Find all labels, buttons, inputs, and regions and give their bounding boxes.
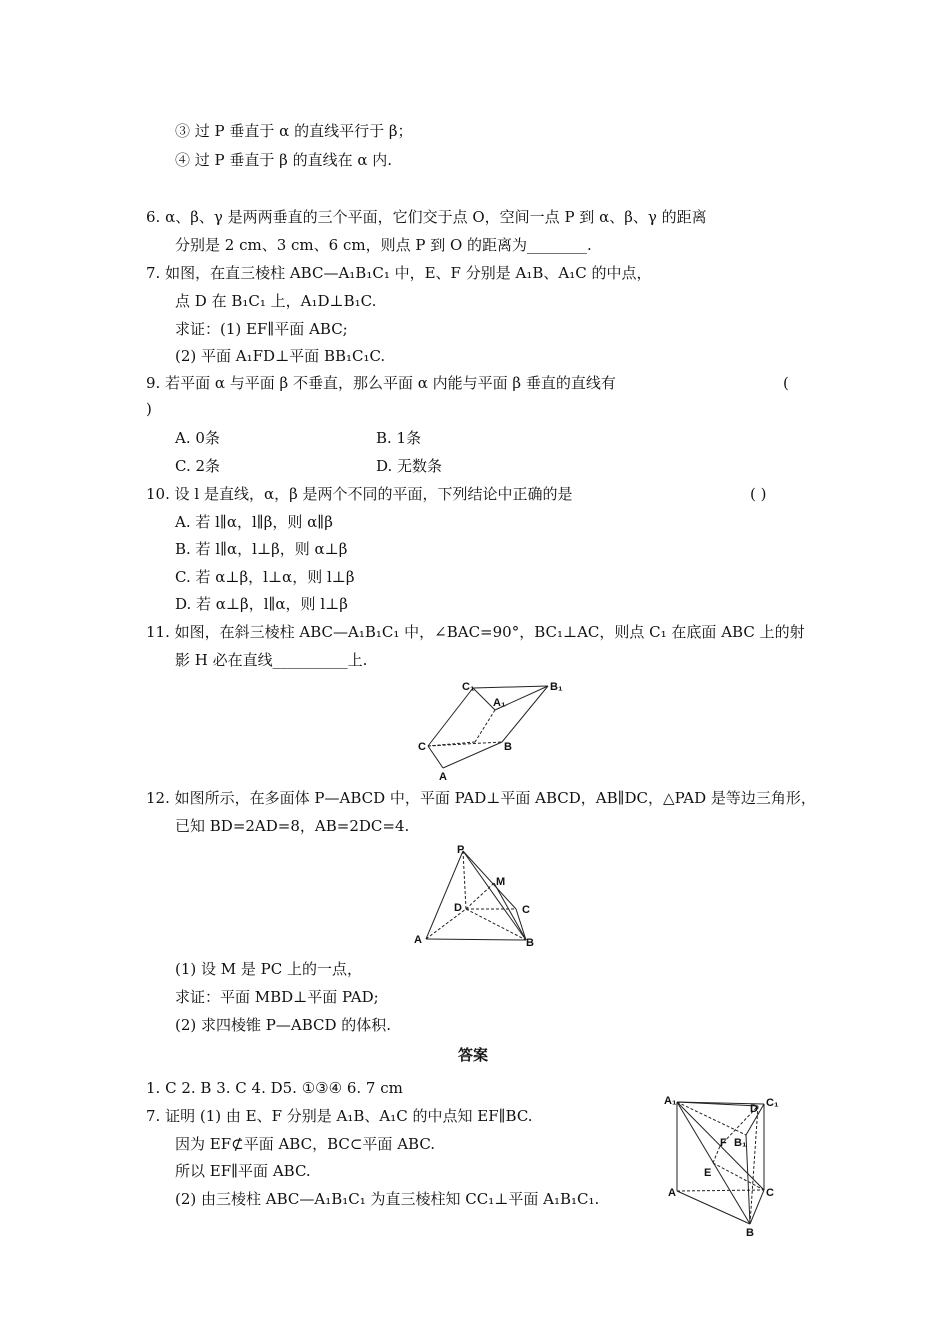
q6-line-2: 分别是 2 cm、3 cm、6 cm，则点 P 到 O 的距离为________.: [175, 236, 592, 254]
fig11-label-c1: C₁: [462, 681, 475, 693]
q11-line-2: 影 H 必在直线__________上.: [175, 651, 368, 669]
fig12-label-b: B: [526, 937, 534, 949]
fig12-label-m: M: [496, 876, 506, 888]
fig11-label-b: B: [504, 741, 512, 753]
q10-paren: ( ): [750, 485, 767, 503]
fig7-label-a1: A₁: [664, 1095, 677, 1107]
answers-line-1: 1. C 2. B 3. C 4. D5. ①③④ 6. 7 cm: [146, 1079, 403, 1097]
fig7-label-e: E: [704, 1167, 712, 1179]
fig11-label-c: C: [418, 741, 426, 753]
right-prism-figure: [660, 1090, 790, 1240]
q10-option-d: D. 若 α⊥β，l∥α，则 l⊥β: [175, 595, 348, 613]
answers-line-2: 7. 证明 (1) 由 E、F 分别是 A₁B、A₁C 的中点知 EF∥BC.: [146, 1107, 533, 1125]
q10-option-a: A. 若 l∥α，l∥β，则 α∥β: [175, 513, 333, 531]
q5-item-3: ④ 过 P 垂直于 β 的直线在 α 内.: [175, 151, 393, 169]
q9-option-c: C. 2条: [175, 457, 221, 475]
fig7-label-c: C: [766, 1187, 774, 1199]
q7-line-1: 7. 如图，在直三棱柱 ABC—A₁B₁C₁ 中，E、F 分别是 A₁B、A₁C 的中点，: [146, 264, 652, 282]
fig12-label-p: P: [457, 844, 465, 856]
answers-line-5: (2) 由三棱柱 ABC—A₁B₁C₁ 为直三棱柱知 CC₁⊥平面 A₁B₁C₁.: [175, 1190, 600, 1208]
fig7-label-b: B: [746, 1227, 754, 1239]
pyramid-figure: [408, 843, 548, 953]
q12-line-3: (1) 设 M 是 PC 上的一点，: [175, 960, 363, 978]
fig12-label-c: C: [522, 904, 530, 916]
fig11-label-b1: B₁: [550, 681, 563, 693]
q9-paren-close: ): [146, 400, 152, 418]
fig7-label-a: A: [668, 1187, 676, 1199]
fig12-label-a: A: [414, 934, 422, 946]
fig7-label-c1: C₁: [766, 1097, 779, 1109]
oblique-prism-figure: [410, 678, 580, 783]
answers-line-3: 因为 EF⊄平面 ABC，BC⊂平面 ABC.: [175, 1135, 436, 1153]
q7-line-2: 点 D 在 B₁C₁ 上，A₁D⊥B₁C.: [175, 292, 377, 310]
q12-line-5: (2) 求四棱锥 P—ABCD 的体积.: [175, 1016, 392, 1034]
q9-option-a: A. 0条: [175, 429, 220, 447]
q9-line-1: 9. 若平面 α 与平面 β 不垂直，那么平面 α 内能与平面 β 垂直的直线有: [146, 374, 616, 392]
q7-line-3: 求证：(1) EF∥平面 ABC;: [175, 320, 348, 338]
q12-line-1: 12. 如图所示，在多面体 P—ABCD 中，平面 PAD⊥平面 ABCD，AB∥DC，△PAD 是等边三角形，: [146, 789, 816, 807]
q10-line-1: 10. 设 l 是直线，α，β 是两个不同的平面，下列结论中正确的是: [146, 485, 573, 503]
q10-option-b: B. 若 l∥α，l⊥β，则 α⊥β: [175, 540, 348, 558]
q12-line-4: 求证：平面 MBD⊥平面 PAD;: [175, 988, 379, 1006]
answers-line-4: 所以 EF∥平面 ABC.: [175, 1162, 311, 1180]
fig7-label-d: D: [750, 1103, 758, 1115]
fig11-label-a1: A₁: [493, 697, 506, 709]
fig11-label-a: A: [439, 771, 447, 783]
q5-item-2: ③ 过 P 垂直于 α 的直线平行于 β；: [175, 122, 413, 140]
q7-line-4: (2) 平面 A₁FD⊥平面 BB₁C₁C.: [175, 347, 386, 365]
q10-option-c: C. 若 α⊥β，l⊥α，则 l⊥β: [175, 568, 355, 586]
q11-line-1: 11. 如图，在斜三棱柱 ABC—A₁B₁C₁ 中，∠BAC=90°，BC₁⊥AC，则点 C₁ 在底面 ABC 上的射: [146, 623, 805, 641]
q9-option-b: B. 1条: [376, 429, 422, 447]
fig7-label-f: F: [720, 1137, 727, 1149]
q12-line-2: 已知 BD=2AD=8，AB=2DC=4.: [175, 817, 410, 835]
q6-line-1: 6. α、β、γ 是两两垂直的三个平面，它们交于点 O，空间一点 P 到 α、β、γ 的距离: [146, 208, 707, 226]
fig7-label-b1: B₁: [734, 1137, 747, 1149]
q9-option-d: D. 无数条: [376, 457, 443, 475]
fig12-label-d: D: [454, 902, 462, 914]
q9-paren-open: (: [783, 374, 789, 392]
answers-title: 答案: [458, 1046, 489, 1064]
